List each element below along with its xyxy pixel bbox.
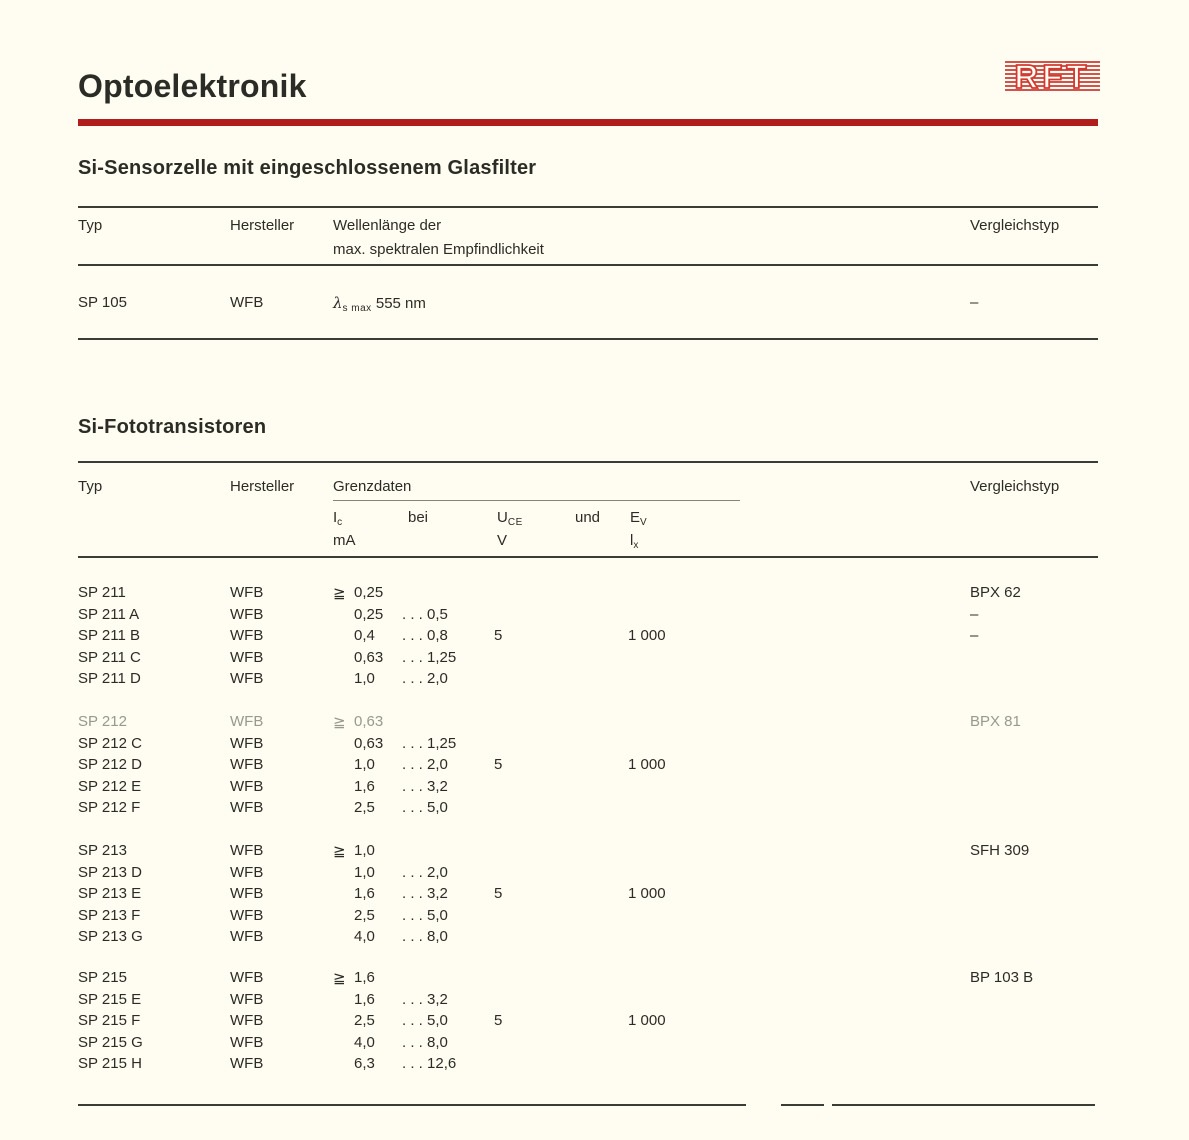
ev-subscript: V	[640, 517, 648, 528]
ic-min-value: 2,5	[354, 799, 375, 816]
hersteller-cell: WFB	[230, 777, 264, 795]
wavelength-value: 555 nm	[375, 295, 426, 312]
sensor-row-hersteller: WFB	[230, 294, 264, 311]
vergleichstyp-cell: BP 103 B	[970, 969, 1034, 986]
transistor-col-typ: Typ	[78, 478, 103, 495]
lux-symbol: l	[630, 532, 634, 549]
ic-max-value: . . . 2,0	[402, 863, 448, 881]
typ-cell: SP 212 E	[78, 777, 142, 795]
ev-symbol: E	[630, 509, 641, 526]
subcol-und: und	[575, 509, 601, 526]
page-bottom-rule-right	[832, 1104, 1095, 1106]
ic-max-value: . . . 5,0	[402, 906, 448, 924]
rft-logo-text: RFT	[1014, 58, 1091, 95]
row-group	[78, 713, 1098, 821]
vergleichstyp-cell: BPX 81	[970, 713, 1021, 730]
typ-cell: SP 212 D	[78, 756, 142, 773]
ic-min-value: 0,63	[354, 713, 384, 730]
hersteller-cell: WFB	[230, 969, 264, 986]
sensor-col-vergleichstyp: Vergleichstyp	[970, 217, 1060, 234]
hersteller-cell: WFB	[230, 1012, 264, 1029]
ic-max-value: . . . 0,8	[402, 627, 448, 644]
ic-min-value: 0,25	[354, 584, 384, 601]
table-row	[78, 670, 1098, 692]
subcol-bei: bei	[408, 509, 429, 526]
ic-min-value: 2,5	[354, 906, 375, 924]
table-row	[78, 713, 1098, 735]
ic-min-value: 0,4	[354, 627, 375, 644]
sensor-col-wellenlaenge: Wellenlänge der	[333, 217, 442, 234]
typ-cell: SP 213 E	[78, 885, 142, 902]
transistor-col-vergleichstyp: Vergleichstyp	[970, 478, 1060, 495]
lambda-subscript: s max	[342, 303, 372, 314]
lambda-symbol: λ	[333, 294, 343, 312]
ev-value: 1 000	[628, 627, 666, 644]
ic-max-value: . . . 3,2	[402, 777, 448, 795]
uce-value: 5	[494, 756, 503, 773]
hersteller-cell: WFB	[230, 990, 264, 1008]
table-row	[78, 928, 1098, 950]
hersteller-cell: WFB	[230, 756, 264, 773]
ic-max-value: . . . 5,0	[402, 1012, 448, 1029]
hersteller-cell: WFB	[230, 670, 264, 687]
transistor-col-hersteller: Hersteller	[230, 478, 295, 495]
ic-max-value: . . . 2,0	[402, 670, 448, 687]
transistor-header-rule	[78, 556, 1098, 558]
typ-cell: SP 215 G	[78, 1033, 143, 1051]
ic-max-value: . . . 8,0	[402, 928, 448, 945]
ic-min-value: 1,6	[354, 777, 375, 795]
unit-ma: mA	[333, 532, 356, 549]
transistor-col-grenzdaten: Grenzdaten	[333, 478, 412, 495]
table-row	[78, 584, 1098, 606]
ge-symbol: ≧	[333, 843, 346, 860]
typ-cell: SP 211 C	[78, 648, 141, 666]
typ-cell: SP 215	[78, 969, 127, 986]
sensor-table-bottom-rule	[78, 338, 1098, 340]
ic-subscript: c	[337, 517, 343, 528]
sensor-row-vergleichstyp: –	[970, 294, 979, 311]
vergleichstyp-cell: BPX 62	[970, 584, 1021, 601]
grenzdaten-underline	[333, 500, 740, 501]
uce-value: 5	[494, 627, 503, 644]
typ-cell: SP 212 F	[78, 799, 141, 816]
hersteller-cell: WFB	[230, 605, 264, 623]
ev-value: 1 000	[628, 756, 666, 773]
ic-min-value: 0,63	[354, 734, 384, 752]
table-row	[78, 756, 1098, 778]
table-row	[78, 735, 1098, 757]
sensor-header-rule	[78, 264, 1098, 266]
sensor-row-wavelength	[333, 294, 426, 314]
ic-max-value: . . . 1,25	[402, 648, 457, 666]
uce-value: 5	[494, 1012, 503, 1029]
typ-cell: SP 215 H	[78, 1055, 142, 1072]
hersteller-cell: WFB	[230, 799, 264, 816]
unit-lux	[630, 532, 639, 551]
hersteller-cell: WFB	[230, 1033, 264, 1051]
transistor-table-top-rule	[78, 461, 1098, 463]
ic-max-value: . . . 1,25	[402, 734, 457, 752]
ic-min-value: 1,6	[354, 969, 375, 986]
table-row	[78, 778, 1098, 800]
table-row	[78, 1055, 1098, 1077]
ic-max-value: . . . 5,0	[402, 799, 448, 816]
hersteller-cell: WFB	[230, 1055, 264, 1072]
ic-min-value: 0,63	[354, 648, 384, 666]
row-group	[78, 584, 1098, 692]
ge-symbol: ≧	[333, 970, 346, 987]
subcol-ev	[630, 509, 647, 528]
ic-min-value: 1,0	[354, 670, 375, 687]
ic-min-value: 1,0	[354, 756, 375, 773]
subcol-ic	[333, 509, 343, 528]
typ-cell: SP 215 E	[78, 990, 142, 1008]
typ-cell: SP 215 F	[78, 1012, 141, 1029]
sensor-table-top-rule	[78, 206, 1098, 208]
ic-max-value: . . . 8,0	[402, 1033, 448, 1051]
ic-min-value: 1,0	[354, 842, 375, 859]
table-row	[78, 907, 1098, 929]
hersteller-cell: WFB	[230, 928, 264, 945]
table-row	[78, 991, 1098, 1013]
row-group	[78, 842, 1098, 950]
uce-value: 5	[494, 885, 503, 902]
uce-subscript: CE	[507, 517, 523, 528]
ic-symbol: I	[333, 509, 338, 526]
table-row	[78, 1034, 1098, 1056]
ev-value: 1 000	[628, 1012, 666, 1029]
ic-min-value: 1,6	[354, 990, 375, 1008]
subcol-uce	[497, 509, 523, 528]
ge-symbol: ≧	[333, 585, 346, 602]
typ-cell: SP 213 F	[78, 906, 141, 924]
table-row	[78, 649, 1098, 671]
table-row	[78, 627, 1098, 649]
rft-logo	[1005, 54, 1100, 100]
ic-min-value: 1,6	[354, 885, 375, 902]
typ-cell: SP 213 G	[78, 928, 143, 945]
hersteller-cell: WFB	[230, 734, 264, 752]
table-row	[78, 864, 1098, 886]
sensor-col-hersteller: Hersteller	[230, 217, 295, 234]
ic-min-value: 6,3	[354, 1055, 375, 1072]
typ-cell: SP 213	[78, 842, 127, 859]
ic-min-value: 4,0	[354, 1033, 375, 1051]
vergleichstyp-cell: SFH 309	[970, 842, 1030, 859]
ic-max-value: . . . 12,6	[402, 1055, 457, 1072]
table-row	[78, 885, 1098, 907]
typ-cell: SP 211 D	[78, 670, 141, 687]
ic-max-value: . . . 0,5	[402, 605, 448, 623]
typ-cell: SP 211	[78, 584, 126, 601]
ic-max-value: . . . 2,0	[402, 756, 448, 773]
title-rule	[78, 119, 1098, 126]
typ-cell: SP 212	[78, 713, 127, 730]
typ-cell: SP 212 C	[78, 734, 142, 752]
vergleichstyp-cell: –	[970, 627, 979, 644]
hersteller-cell: WFB	[230, 713, 264, 730]
table-row	[78, 606, 1098, 628]
unit-v: V	[497, 532, 508, 549]
sensor-col-typ: Typ	[78, 217, 103, 234]
ic-min-value: 0,25	[354, 605, 384, 623]
ic-min-value: 4,0	[354, 928, 375, 945]
sensor-section-heading: Si-Sensorzelle mit eingeschlossenem Glasfilter	[78, 157, 537, 179]
hersteller-cell: WFB	[230, 885, 264, 902]
page-bottom-rule-left	[78, 1104, 746, 1106]
ev-value: 1 000	[628, 885, 666, 902]
ic-min-value: 2,5	[354, 1012, 375, 1029]
typ-cell: SP 211 A	[78, 605, 140, 623]
sensor-col-wellenlaenge-line2: max. spektralen Empfindlichkeit	[333, 241, 544, 258]
table-row	[78, 969, 1098, 991]
vergleichstyp-cell: –	[970, 605, 979, 623]
ic-max-value: . . . 3,2	[402, 885, 448, 902]
lux-subscript: x	[633, 540, 639, 551]
table-row	[78, 842, 1098, 864]
hersteller-cell: WFB	[230, 584, 264, 601]
uce-symbol: U	[497, 509, 508, 526]
ge-symbol: ≧	[333, 714, 346, 731]
typ-cell: SP 213 D	[78, 863, 142, 881]
page-title: Optoelektronik	[78, 68, 307, 104]
transistor-section-heading: Si-Fototransistoren	[78, 416, 267, 438]
hersteller-cell: WFB	[230, 863, 264, 881]
ic-min-value: 1,0	[354, 863, 375, 881]
page-bottom-rule-middle	[781, 1104, 824, 1106]
row-group	[78, 969, 1098, 1077]
typ-cell: SP 211 B	[78, 627, 140, 644]
sensor-row-typ: SP 105	[78, 294, 127, 311]
ic-max-value: . . . 3,2	[402, 990, 448, 1008]
hersteller-cell: WFB	[230, 842, 264, 859]
hersteller-cell: WFB	[230, 648, 264, 666]
hersteller-cell: WFB	[230, 906, 264, 924]
table-row	[78, 1012, 1098, 1034]
table-row	[78, 799, 1098, 821]
hersteller-cell: WFB	[230, 627, 264, 644]
